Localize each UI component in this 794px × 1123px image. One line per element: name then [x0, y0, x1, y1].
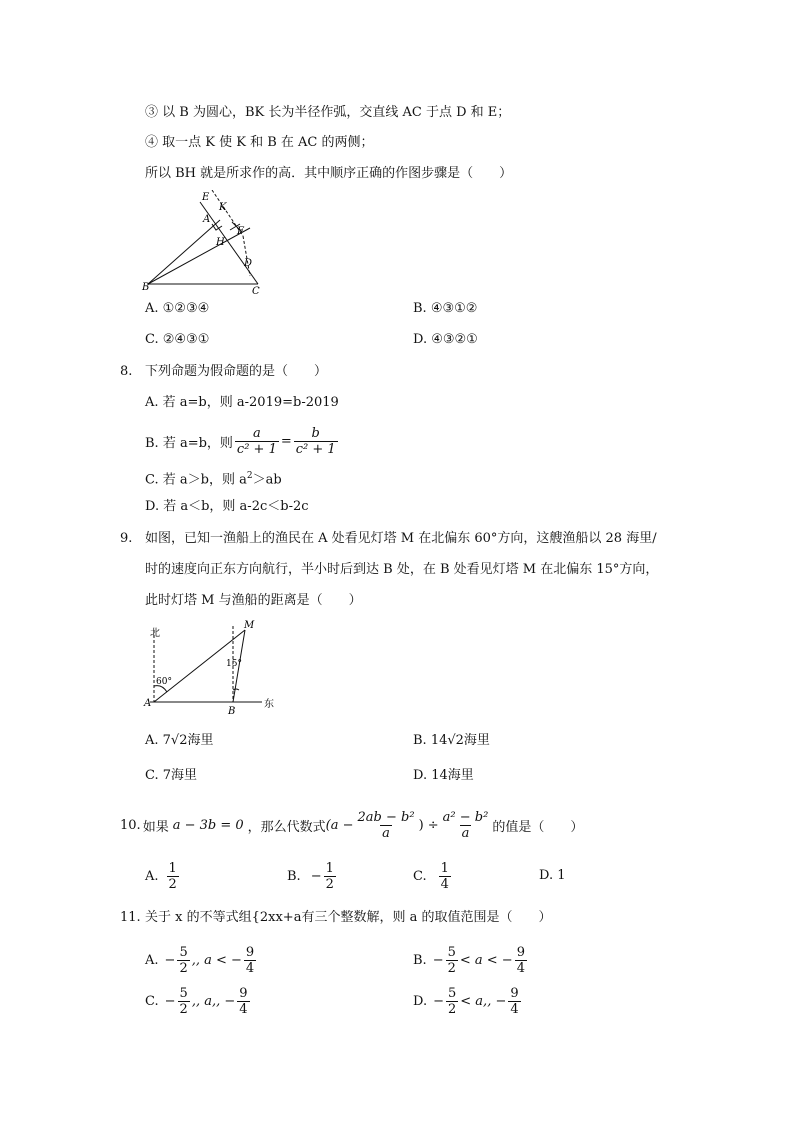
q11-c-d2: 4	[239, 1001, 248, 1017]
q11-b-d1: 2	[447, 960, 456, 976]
q10-condition: a − 3b = 0	[172, 817, 244, 833]
q7-label-a: A	[203, 214, 211, 225]
q11-option-a-label: A.	[145, 952, 159, 968]
q7-option-a[interactable]: A. ①②③④	[145, 301, 210, 316]
q10-fraction-1	[356, 810, 417, 841]
q8-option-c-sup: 2	[246, 471, 253, 481]
q10-option-a-num: 1	[168, 860, 177, 876]
q10-number: 10.	[120, 817, 141, 833]
q11-option-b-label: B.	[413, 952, 427, 968]
q8-option-c-prefix: C. 若 a＞b，则 a	[145, 472, 247, 488]
q7-label-d: D	[244, 258, 253, 269]
q11-option-c[interactable]	[145, 982, 252, 1020]
q10-option-b[interactable]	[287, 858, 338, 894]
q11-number: 11.	[120, 910, 141, 925]
q11-b-n1: 5	[447, 944, 456, 960]
q9-label-m: M	[244, 620, 255, 631]
q8-right-den: c² + 1	[295, 441, 336, 457]
q8-left-den: c² + 1	[236, 441, 277, 457]
q10-option-c-fraction	[439, 861, 451, 892]
q11-option-c-frac2	[237, 986, 249, 1017]
q11-option-d-frac1	[446, 986, 458, 1017]
q11-b-d2: 4	[516, 960, 525, 976]
q9-line1: 如图，已知一渔船上的渔民在 A 处看见灯塔 M 在北偏东 60°方向，这艘渔船以 28 海里/	[145, 531, 657, 546]
q7-step4: ④ 取一点 K 使 K 和 B 在 AC 的两侧；	[145, 135, 374, 150]
q10-option-a-den: 2	[168, 876, 177, 892]
q11-option-b-frac2	[515, 945, 527, 976]
q11-option-a-frac2	[244, 945, 256, 976]
q11-option-b[interactable]	[413, 941, 529, 979]
q11-option-b-pre: −	[432, 952, 444, 968]
q10-stem	[120, 806, 583, 844]
q10-expr-open: (a −	[325, 817, 354, 833]
q8-option-c[interactable]	[145, 466, 282, 490]
q11-option-a[interactable]	[145, 941, 258, 979]
q10-option-b-fraction	[324, 861, 336, 892]
q11-a-d2: 4	[245, 960, 255, 976]
q10-f2-den: a	[461, 825, 470, 841]
q10-option-b-den: 2	[325, 876, 334, 892]
q11-option-a-frac1	[177, 945, 189, 976]
q10-mid: ，那么代数式	[247, 819, 326, 835]
q11-c-n1: 5	[179, 985, 188, 1001]
q8-stem: 下列命题为假命题的是（ ）	[145, 364, 328, 379]
q11-option-b-mid: < a < −	[459, 952, 513, 968]
q10-option-b-num: 1	[325, 860, 334, 876]
q10-option-c-den: 4	[440, 876, 449, 892]
q8-equals: =	[280, 433, 292, 449]
q9-number: 9.	[120, 531, 133, 546]
q11-option-b-frac1	[446, 945, 458, 976]
q9-label-north: 北	[150, 628, 160, 639]
q9-label-east: 东	[264, 699, 274, 710]
q10-option-c[interactable]	[413, 858, 453, 894]
q11-option-d-pre: −	[433, 993, 444, 1009]
q11-c-n2: 9	[239, 985, 248, 1001]
q10-expr-close: ) ÷	[418, 817, 439, 833]
q7-stem: 所以 BH 就是所求作的高．其中顺序正确的作图步骤是（ ）	[145, 166, 513, 181]
q8-option-b[interactable]	[145, 424, 340, 458]
q9-option-d[interactable]: D. 14海里	[413, 768, 474, 783]
q7-label-e: E	[202, 192, 210, 203]
q10-option-a-fraction	[167, 861, 179, 892]
q10-post: 的值是（ ）	[492, 819, 584, 835]
q11-option-c-label: C.	[145, 993, 159, 1009]
q8-option-b-prefix: B. 若 a=b，则	[145, 435, 233, 451]
q11-option-c-frac1	[178, 986, 190, 1017]
q11-option-d[interactable]	[413, 982, 523, 1020]
q9-line2: 时的速度向正东方向航行，半小时后到达 B 处，在 B 处看见灯塔 M 在北偏东 15°方向，	[145, 562, 659, 577]
q7-label-f: F	[237, 226, 244, 237]
q11-option-c-pre: −	[164, 993, 176, 1009]
q8-number: 8.	[120, 364, 133, 379]
q10-option-a-label: A.	[145, 868, 159, 884]
q8-option-d[interactable]: D. 若 a＜b，则 a-2c＜b-2c	[145, 499, 309, 514]
q8-option-b-left-fraction	[235, 426, 279, 457]
q8-left-num: a	[253, 425, 261, 441]
q7-label-k: K	[219, 202, 227, 213]
q7-option-b[interactable]: B. ④③①②	[413, 301, 478, 316]
q10-option-b-label: B.	[287, 868, 301, 884]
q9-label-b: B	[228, 706, 236, 717]
q9-label-60: 60°	[156, 677, 172, 687]
q11-option-d-mid: < a,, −	[460, 993, 507, 1009]
q11-option-d-frac2	[508, 986, 520, 1017]
q11-c-d1: 2	[179, 1001, 188, 1017]
q10-option-a[interactable]	[145, 858, 181, 894]
q7-figure	[140, 190, 270, 295]
q11-a-n2: 9	[245, 944, 255, 960]
q9-option-c[interactable]: C. 7海里	[145, 768, 198, 783]
q11-d-n2: 9	[510, 985, 519, 1001]
q9-label-15: 15°	[226, 659, 242, 669]
q7-option-c[interactable]: C. ②④③①	[145, 332, 210, 347]
q11-a-d1: 2	[179, 960, 188, 976]
q8-option-b-right-fraction	[294, 426, 338, 457]
q11-option-d-label: D.	[413, 993, 428, 1009]
q11-stem: 关于 x 的不等式组{2xx+a有三个整数解，则 a 的取值范围是（ ）	[145, 910, 552, 925]
q7-step3: ③ 以 B 为圆心，BK 长为半径作弧，交直线 AC 于点 D 和 E；	[145, 105, 511, 120]
q11-d-d1: 2	[448, 1001, 457, 1017]
q10-option-c-label: C.	[413, 868, 427, 884]
q9-label-a: A	[144, 698, 152, 709]
q11-d-d2: 4	[510, 1001, 519, 1017]
q11-b-n2: 9	[516, 944, 525, 960]
q9-figure	[140, 618, 280, 718]
q10-pre: 如果	[142, 819, 169, 835]
q9-option-a[interactable]: A. 7√2海里	[145, 733, 214, 748]
q9-line3: 此时灯塔 M 与渔船的距离是（ ）	[145, 593, 362, 608]
q10-option-c-num: 1	[440, 860, 449, 876]
q11-a-n1: 5	[179, 944, 188, 960]
q7-label-c: C	[252, 286, 260, 295]
q11-option-c-mid: ,, a,, −	[191, 993, 236, 1009]
q10-f1-den: a	[382, 825, 390, 841]
q10-option-b-sign: −	[310, 868, 322, 884]
q10-option-d[interactable]: D. 1	[539, 868, 566, 883]
q8-option-c-suffix: ＞ab	[252, 472, 282, 488]
q8-right-num: b	[311, 425, 320, 441]
q7-option-d[interactable]: D. ④③②①	[413, 332, 478, 347]
q11-option-a-pre: −	[164, 952, 176, 968]
q8-option-a[interactable]: A. 若 a=b，则 a-2019=b-2019	[145, 395, 339, 410]
q9-option-b[interactable]: B. 14√2海里	[413, 733, 490, 748]
q10-f1-num: 2ab − b²	[357, 809, 415, 825]
q11-option-a-mid: ,, a < −	[191, 952, 242, 968]
q10-fraction-2	[441, 810, 491, 841]
q11-d-n1: 5	[448, 985, 457, 1001]
q7-label-h: H	[216, 237, 225, 248]
q7-label-b: B	[142, 282, 150, 293]
q10-f2-num: a² − b²	[442, 809, 489, 825]
